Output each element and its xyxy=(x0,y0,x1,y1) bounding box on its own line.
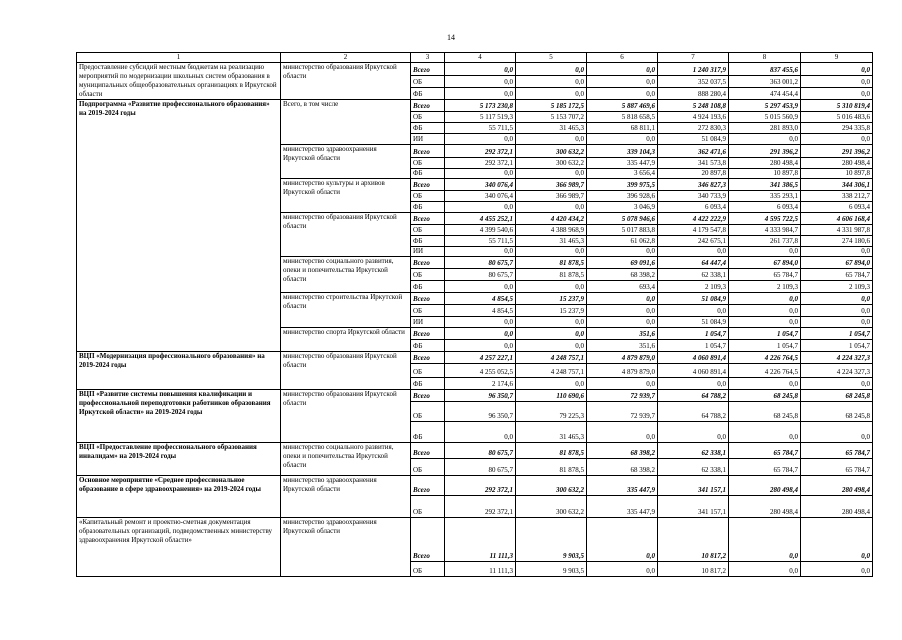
value-cell: 352 037,5 xyxy=(658,76,729,88)
value-cell: 0,0 xyxy=(516,317,587,328)
ministry-cell: министерство образования Иркутской области xyxy=(281,352,411,390)
value-cell: 67 894,0 xyxy=(729,257,801,269)
value-cell: 0,0 xyxy=(729,305,801,317)
value-cell: 396 928,6 xyxy=(587,191,658,202)
budget-type-cell: ОБ xyxy=(411,158,445,169)
budget-type-cell: ФБ xyxy=(411,236,445,247)
table-row xyxy=(77,390,873,402)
budget-type-cell: Всего xyxy=(411,213,445,225)
value-cell: 294 335,8 xyxy=(801,123,873,134)
value-cell: 837 455,6 xyxy=(729,63,801,76)
value-cell: 300 632,2 xyxy=(516,476,587,496)
table-row xyxy=(77,476,873,496)
value-cell: 0,0 xyxy=(516,328,587,340)
value-cell: 4 388 968,9 xyxy=(516,225,587,236)
header-cell: 3 xyxy=(411,53,445,63)
value-cell: 2 174,6 xyxy=(445,378,516,390)
value-cell: 0,0 xyxy=(587,305,658,317)
value-cell: 4 606 168,4 xyxy=(801,213,873,225)
value-cell: 0,0 xyxy=(801,518,873,562)
value-cell: 4 331 987,8 xyxy=(801,225,873,236)
value-cell: 0,0 xyxy=(658,247,729,257)
value-cell: 300 632,2 xyxy=(516,158,587,169)
value-cell: 335 447,9 xyxy=(587,496,658,518)
value-cell: 338 212,7 xyxy=(801,191,873,202)
value-cell: 0,0 xyxy=(801,247,873,257)
value-cell: 80 675,7 xyxy=(445,443,516,459)
budget-type-cell: Всего xyxy=(411,328,445,340)
value-cell: 5 248 108,8 xyxy=(658,100,729,112)
value-cell: 4 854,5 xyxy=(445,305,516,317)
value-cell: 55 711,5 xyxy=(445,236,516,247)
value-cell: 292 372,1 xyxy=(445,145,516,158)
value-cell: 292 372,1 xyxy=(445,476,516,496)
budget-type-cell: Всего xyxy=(411,443,445,459)
value-cell: 340 076,4 xyxy=(445,191,516,202)
program-name-cell: Предоставление субсидий местным бюджетам на реализацию мероприятий по модернизации школьных систем образования в муниципальных общеобразовательных организациях в Иркутской области xyxy=(77,63,281,100)
program-name-cell: Подпрограмма «Развитие профессионального образования» на 2019-2024 годы xyxy=(77,100,281,352)
value-cell: 2 109,3 xyxy=(658,281,729,293)
value-cell: 4 224 327,3 xyxy=(801,352,873,364)
program-name-cell: ВЦП «Модернизация профессионального образования» на 2019-2024 годы xyxy=(77,352,281,390)
value-cell: 62 338,1 xyxy=(658,459,729,476)
budget-type-cell: ФБ xyxy=(411,123,445,134)
budget-type-cell: ФБ xyxy=(411,88,445,100)
ministry-cell: министерство здравоохранения Иркутской области xyxy=(281,518,411,577)
value-cell: 0,0 xyxy=(729,317,801,328)
value-cell: 341 573,8 xyxy=(658,158,729,169)
value-cell: 0,0 xyxy=(587,76,658,88)
value-cell: 68 245,8 xyxy=(729,390,801,402)
program-name-cell: ВЦП «Предоставление профессионального образования инвалидам» на 2019-2024 годы xyxy=(77,443,281,476)
value-cell: 5 818 658,5 xyxy=(587,112,658,123)
value-cell: 242 675,1 xyxy=(658,236,729,247)
value-cell: 64 447,4 xyxy=(658,257,729,269)
value-cell: 0,0 xyxy=(516,169,587,179)
value-cell: 51 084,9 xyxy=(658,293,729,305)
value-cell: 5 153 707,2 xyxy=(516,112,587,123)
value-cell: 0,0 xyxy=(445,76,516,88)
value-cell: 72 939,7 xyxy=(587,390,658,402)
budget-type-cell: ИИ xyxy=(411,317,445,328)
budget-type-cell: ФБ xyxy=(411,202,445,213)
value-cell: 0,0 xyxy=(445,169,516,179)
value-cell: 68 245,8 xyxy=(801,402,873,422)
budget-type-cell: ОБ xyxy=(411,269,445,281)
value-cell: 1 054,7 xyxy=(658,340,729,352)
value-cell: 351,6 xyxy=(587,340,658,352)
program-name-cell: Основное мероприятие «Среднее профессиональное образование в сфере здравоохранения» на 2019-2024 годы xyxy=(77,476,281,518)
ministry-cell: министерство культуры и архивов Иркутской области xyxy=(281,179,411,213)
value-cell: 4 854,5 xyxy=(445,293,516,305)
value-cell: 280 498,4 xyxy=(729,496,801,518)
value-cell: 80 675,7 xyxy=(445,459,516,476)
value-cell: 4 879 879,0 xyxy=(587,352,658,364)
value-cell: 291 396,2 xyxy=(729,145,801,158)
program-name-cell: ВЦП «Развитие системы повышения квалификации и профессиональной переподготовки работников образования Иркутской области» на 2019-2024 годы xyxy=(77,390,281,443)
value-cell: 5 185 172,5 xyxy=(516,100,587,112)
value-cell: 68 245,8 xyxy=(801,390,873,402)
value-cell: 1 054,7 xyxy=(729,328,801,340)
value-cell: 51 084,9 xyxy=(658,134,729,145)
value-cell: 5 015 560,9 xyxy=(729,112,801,123)
value-cell: 68 398,2 xyxy=(587,269,658,281)
value-cell: 4 879 879,0 xyxy=(587,364,658,378)
value-cell: 4 924 193,6 xyxy=(658,112,729,123)
ministry-cell: министерство спорта Иркутской области xyxy=(281,328,411,352)
value-cell: 5 017 883,8 xyxy=(587,225,658,236)
header-cell: 1 xyxy=(77,53,281,63)
budget-type-cell: Всего xyxy=(411,257,445,269)
value-cell: 6 093,4 xyxy=(801,202,873,213)
value-cell: 5 310 819,4 xyxy=(801,100,873,112)
value-cell: 80 675,7 xyxy=(445,269,516,281)
value-cell: 2 109,3 xyxy=(729,281,801,293)
value-cell: 0,0 xyxy=(516,76,587,88)
value-cell: 79 225,3 xyxy=(516,402,587,422)
value-cell: 4 060 891,4 xyxy=(658,364,729,378)
value-cell: 335 447,9 xyxy=(587,158,658,169)
value-cell: 0,0 xyxy=(587,562,658,577)
value-cell: 68 398,2 xyxy=(587,443,658,459)
value-cell: 0,0 xyxy=(729,293,801,305)
value-cell: 1 054,7 xyxy=(658,328,729,340)
value-cell: 11 111,3 xyxy=(445,518,516,562)
budget-type-cell: Всего xyxy=(411,100,445,112)
value-cell: 0,0 xyxy=(801,422,873,443)
table-row xyxy=(77,352,873,364)
value-cell: 67 894,0 xyxy=(801,257,873,269)
value-cell: 335 293,1 xyxy=(729,191,801,202)
value-cell: 340 076,4 xyxy=(445,179,516,191)
value-cell: 0,0 xyxy=(801,562,873,577)
value-cell: 341 157,1 xyxy=(658,476,729,496)
header-cell: 5 xyxy=(516,53,587,63)
value-cell: 0,0 xyxy=(801,88,873,100)
value-cell: 4 455 252,1 xyxy=(445,213,516,225)
value-cell: 15 237,9 xyxy=(516,293,587,305)
value-cell: 291 396,2 xyxy=(801,145,873,158)
value-cell: 65 784,7 xyxy=(729,459,801,476)
value-cell: 474 454,4 xyxy=(729,88,801,100)
value-cell: 5 173 230,8 xyxy=(445,100,516,112)
value-cell: 4 179 547,8 xyxy=(658,225,729,236)
budget-type-cell: ОБ xyxy=(411,225,445,236)
value-cell: 0,0 xyxy=(445,422,516,443)
value-cell: 20 897,8 xyxy=(658,169,729,179)
value-cell: 281 893,0 xyxy=(729,123,801,134)
value-cell: 31 465,3 xyxy=(516,123,587,134)
value-cell: 81 878,5 xyxy=(516,257,587,269)
value-cell: 4 248 757,1 xyxy=(516,352,587,364)
value-cell: 0,0 xyxy=(516,63,587,76)
value-cell: 261 737,8 xyxy=(729,236,801,247)
value-cell: 0,0 xyxy=(729,562,801,577)
value-cell: 0,0 xyxy=(658,378,729,390)
value-cell: 0,0 xyxy=(587,247,658,257)
value-cell: 81 878,5 xyxy=(516,459,587,476)
ministry-cell: министерство образования Иркутской области xyxy=(281,213,411,257)
value-cell: 4 255 052,5 xyxy=(445,364,516,378)
value-cell: 4 399 540,6 xyxy=(445,225,516,236)
value-cell: 10 897,8 xyxy=(801,169,873,179)
value-cell: 62 338,1 xyxy=(658,443,729,459)
value-cell: 15 237,9 xyxy=(516,305,587,317)
budget-type-cell: Всего xyxy=(411,518,445,562)
value-cell: 0,0 xyxy=(516,281,587,293)
value-cell: 55 711,5 xyxy=(445,123,516,134)
value-cell: 96 350,7 xyxy=(445,390,516,402)
value-cell: 10 897,8 xyxy=(729,169,801,179)
value-cell: 65 784,7 xyxy=(801,459,873,476)
value-cell: 0,0 xyxy=(587,63,658,76)
value-cell: 0,0 xyxy=(801,317,873,328)
ministry-cell: министерство строительства Иркутской области xyxy=(281,293,411,328)
value-cell: 0,0 xyxy=(516,88,587,100)
value-cell: 0,0 xyxy=(801,378,873,390)
value-cell: 3 046,9 xyxy=(587,202,658,213)
table-row xyxy=(77,63,873,76)
budget-type-cell: ФБ xyxy=(411,340,445,352)
budget-type-cell: Всего xyxy=(411,390,445,402)
budget-type-cell: ОБ xyxy=(411,76,445,88)
value-cell: 5 887 469,6 xyxy=(587,100,658,112)
value-cell: 0,0 xyxy=(445,281,516,293)
value-cell: 72 939,7 xyxy=(587,402,658,422)
value-cell: 5 016 483,6 xyxy=(801,112,873,123)
value-cell: 0,0 xyxy=(445,247,516,257)
value-cell: 0,0 xyxy=(801,305,873,317)
value-cell: 0,0 xyxy=(729,378,801,390)
value-cell: 81 878,5 xyxy=(516,269,587,281)
value-cell: 280 498,4 xyxy=(729,158,801,169)
header-cell: 9 xyxy=(801,53,873,63)
value-cell: 341 386,5 xyxy=(729,179,801,191)
value-cell: 0,0 xyxy=(587,293,658,305)
value-cell: 9 903,5 xyxy=(516,562,587,577)
value-cell: 0,0 xyxy=(516,378,587,390)
value-cell: 0,0 xyxy=(516,247,587,257)
value-cell: 0,0 xyxy=(516,202,587,213)
value-cell: 0,0 xyxy=(445,88,516,100)
value-cell: 1 240 317,9 xyxy=(658,63,729,76)
value-cell: 110 690,6 xyxy=(516,390,587,402)
value-cell: 300 632,2 xyxy=(516,496,587,518)
table-row xyxy=(77,518,873,562)
budget-type-cell: ОБ xyxy=(411,562,445,577)
value-cell: 4 226 764,5 xyxy=(729,364,801,378)
value-cell: 340 733,9 xyxy=(658,191,729,202)
value-cell: 272 830,3 xyxy=(658,123,729,134)
page-number: 14 xyxy=(447,33,455,42)
value-cell: 31 465,3 xyxy=(516,422,587,443)
value-cell: 31 465,3 xyxy=(516,236,587,247)
value-cell: 0,0 xyxy=(658,305,729,317)
value-cell: 4 333 984,7 xyxy=(729,225,801,236)
value-cell: 4 595 722,5 xyxy=(729,213,801,225)
value-cell: 0,0 xyxy=(587,518,658,562)
header-row xyxy=(77,53,873,63)
value-cell: 0,0 xyxy=(587,134,658,145)
value-cell: 4 422 222,9 xyxy=(658,213,729,225)
budget-table xyxy=(76,52,873,577)
value-cell: 0,0 xyxy=(445,340,516,352)
value-cell: 6 093,4 xyxy=(658,202,729,213)
value-cell: 5 297 453,9 xyxy=(729,100,801,112)
value-cell: 0,0 xyxy=(801,134,873,145)
value-cell: 363 001,2 xyxy=(729,76,801,88)
value-cell: 61 062,8 xyxy=(587,236,658,247)
value-cell: 0,0 xyxy=(587,317,658,328)
value-cell: 0,0 xyxy=(445,134,516,145)
value-cell: 274 180,6 xyxy=(801,236,873,247)
value-cell: 51 084,9 xyxy=(658,317,729,328)
value-cell: 64 788,2 xyxy=(658,390,729,402)
value-cell: 10 817,2 xyxy=(658,562,729,577)
value-cell: 3 656,4 xyxy=(587,169,658,179)
value-cell: 0,0 xyxy=(445,63,516,76)
value-cell: 68 398,2 xyxy=(587,459,658,476)
value-cell: 0,0 xyxy=(445,202,516,213)
value-cell: 280 498,4 xyxy=(729,476,801,496)
table-row xyxy=(77,443,873,459)
ministry-cell: Всего, в том числе xyxy=(281,100,411,145)
budget-type-cell: Всего xyxy=(411,179,445,191)
value-cell: 65 784,7 xyxy=(729,269,801,281)
budget-type-cell: ОБ xyxy=(411,191,445,202)
budget-type-cell: ОБ xyxy=(411,364,445,378)
budget-type-cell: Всего xyxy=(411,476,445,496)
value-cell: 0,0 xyxy=(658,422,729,443)
value-cell: 346 827,3 xyxy=(658,179,729,191)
value-cell: 4 257 227,1 xyxy=(445,352,516,364)
value-cell: 4 226 764,5 xyxy=(729,352,801,364)
value-cell: 339 104,3 xyxy=(587,145,658,158)
value-cell: 4 248 757,1 xyxy=(516,364,587,378)
table-body xyxy=(77,53,873,577)
value-cell: 0,0 xyxy=(729,247,801,257)
value-cell: 888 280,4 xyxy=(658,88,729,100)
value-cell: 1 054,7 xyxy=(801,340,873,352)
budget-type-cell: ФБ xyxy=(411,378,445,390)
value-cell: 4 060 891,4 xyxy=(658,352,729,364)
value-cell: 366 989,7 xyxy=(516,179,587,191)
header-cell: 4 xyxy=(445,53,516,63)
value-cell: 362 471,6 xyxy=(658,145,729,158)
value-cell: 0,0 xyxy=(801,63,873,76)
ministry-cell: министерство социального развития, опеки и попечительства Иркутской области xyxy=(281,257,411,293)
value-cell: 96 350,7 xyxy=(445,402,516,422)
value-cell: 0,0 xyxy=(587,422,658,443)
budget-type-cell: ОБ xyxy=(411,459,445,476)
budget-type-cell: Всего xyxy=(411,352,445,364)
value-cell: 5 078 946,6 xyxy=(587,213,658,225)
value-cell: 69 091,6 xyxy=(587,257,658,269)
header-cell: 2 xyxy=(281,53,411,63)
program-name-cell: «Капитальный ремонт и проектно-сметная документация образовательных организаций, подведомственных министерству здравоохранения Иркутской области» xyxy=(77,518,281,577)
value-cell: 0,0 xyxy=(801,76,873,88)
value-cell: 280 498,4 xyxy=(801,476,873,496)
value-cell: 0,0 xyxy=(729,134,801,145)
value-cell: 65 784,7 xyxy=(801,269,873,281)
value-cell: 80 675,7 xyxy=(445,257,516,269)
value-cell: 10 817,2 xyxy=(658,518,729,562)
budget-type-cell: ИИ xyxy=(411,134,445,145)
value-cell: 341 157,1 xyxy=(658,496,729,518)
table-row xyxy=(77,100,873,112)
value-cell: 0,0 xyxy=(516,340,587,352)
value-cell: 0,0 xyxy=(516,134,587,145)
budget-type-cell: ФБ xyxy=(411,169,445,179)
value-cell: 6 093,4 xyxy=(729,202,801,213)
value-cell: 62 338,1 xyxy=(658,269,729,281)
value-cell: 1 054,7 xyxy=(801,328,873,340)
value-cell: 351,6 xyxy=(587,328,658,340)
ministry-cell: министерство социального развития, опеки и попечительства Иркутской области xyxy=(281,443,411,476)
value-cell: 0,0 xyxy=(445,328,516,340)
value-cell: 399 975,5 xyxy=(587,179,658,191)
value-cell: 65 784,7 xyxy=(729,443,801,459)
budget-type-cell: ОБ xyxy=(411,112,445,123)
value-cell: 335 447,9 xyxy=(587,476,658,496)
header-cell: 6 xyxy=(587,53,658,63)
value-cell: 693,4 xyxy=(587,281,658,293)
value-cell: 68 811,1 xyxy=(587,123,658,134)
ministry-cell: министерство образования Иркутской области xyxy=(281,63,411,100)
budget-type-cell: ФБ xyxy=(411,422,445,443)
value-cell: 344 306,1 xyxy=(801,179,873,191)
value-cell: 300 632,2 xyxy=(516,145,587,158)
ministry-cell: министерство здравоохранения Иркутской области xyxy=(281,476,411,518)
value-cell: 280 498,4 xyxy=(801,158,873,169)
budget-type-cell: ОБ xyxy=(411,496,445,518)
value-cell: 0,0 xyxy=(445,317,516,328)
value-cell: 2 109,3 xyxy=(801,281,873,293)
value-cell: 5 117 519,3 xyxy=(445,112,516,123)
value-cell: 9 903,5 xyxy=(516,518,587,562)
budget-type-cell: Всего xyxy=(411,145,445,158)
ministry-cell: министерство образования Иркутской области xyxy=(281,390,411,443)
value-cell: 65 784,7 xyxy=(801,443,873,459)
value-cell: 0,0 xyxy=(587,88,658,100)
budget-type-cell: Всего xyxy=(411,63,445,76)
value-cell: 4 420 434,2 xyxy=(516,213,587,225)
value-cell: 64 788,2 xyxy=(658,402,729,422)
ministry-cell: министерство здравоохранения Иркутской области xyxy=(281,145,411,179)
budget-type-cell: ОБ xyxy=(411,305,445,317)
budget-type-cell: ИИ xyxy=(411,247,445,257)
budget-type-cell: ОБ xyxy=(411,402,445,422)
value-cell: 81 878,5 xyxy=(516,443,587,459)
value-cell: 292 372,1 xyxy=(445,496,516,518)
value-cell: 292 372,1 xyxy=(445,158,516,169)
value-cell: 0,0 xyxy=(729,518,801,562)
value-cell: 1 054,7 xyxy=(729,340,801,352)
value-cell: 366 989,7 xyxy=(516,191,587,202)
value-cell: 0,0 xyxy=(729,422,801,443)
value-cell: 0,0 xyxy=(587,378,658,390)
value-cell: 68 245,8 xyxy=(729,402,801,422)
value-cell: 11 111,3 xyxy=(445,562,516,577)
budget-type-cell: Всего xyxy=(411,293,445,305)
budget-type-cell: ФБ xyxy=(411,281,445,293)
header-cell: 7 xyxy=(658,53,729,63)
header-cell: 8 xyxy=(729,53,801,63)
value-cell: 0,0 xyxy=(801,293,873,305)
value-cell: 4 224 327,3 xyxy=(801,364,873,378)
value-cell: 280 498,4 xyxy=(801,496,873,518)
